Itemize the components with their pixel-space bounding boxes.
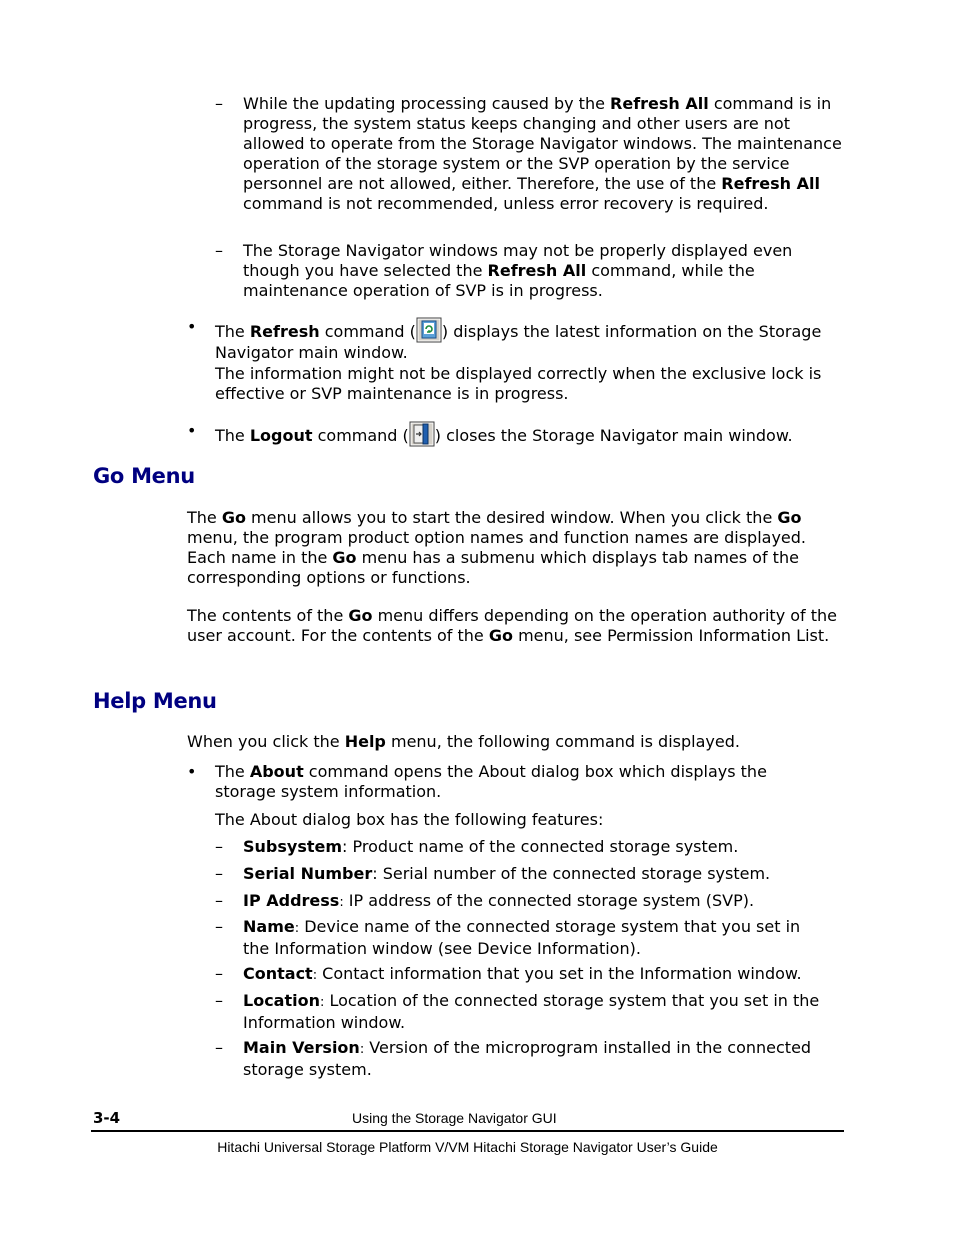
go-menu-paragraph-1: The Go menu allows you to start the desired window. When you click the Go menu, the program product option names and function names are displayed. Each name in the Go menu has a submenu which displays tab names of the corresponding options or functions. [187, 508, 806, 587]
dash-marker: – [215, 241, 223, 260]
dash-marker: – [215, 837, 223, 856]
footer-section-title: Using the Storage Navigator GUI [352, 1110, 557, 1126]
footer-book-title: Hitachi Universal Storage Platform V/VM Hitachi Storage Navigator User’s Guide [217, 1139, 718, 1155]
dash-marker: – [215, 864, 223, 883]
dash-marker: – [215, 964, 223, 983]
feature-serial-number: Serial Number: Serial number of the connected storage system. [243, 864, 771, 883]
dash-marker: – [215, 891, 223, 910]
dash-marker: – [215, 94, 223, 113]
logout-command-text: The Logout command ( ) closes the Storage Navigator main window. [215, 421, 845, 447]
refresh-command-text: The Refresh command ( ) displays the latest information on the Storage Navigator main window. [215, 317, 845, 363]
feature-contact: Contact: Contact information that you set in the Information window. [243, 964, 802, 983]
go-menu-paragraph-2: The contents of the Go menu differs depending on the operation authority of the user account. For the contents of the Go menu, see Permission Information List. [187, 606, 838, 645]
bullet-marker: • [187, 421, 197, 440]
feature-main-version: Main Version: Version of the microprogram installed in the connected storage system. [243, 1038, 812, 1079]
about-command-text: The About command opens the About dialog box which displays the storage system information. [215, 762, 767, 801]
refresh-icon [416, 317, 442, 343]
refresh-note: The information might not be displayed correctly when the exclusive lock is effective or SVP maintenance is in progress. [215, 364, 822, 403]
dash-marker: – [215, 991, 223, 1010]
dash-marker: – [215, 917, 223, 936]
feature-subsystem: Subsystem: Product name of the connected storage system. [243, 837, 739, 856]
go-menu-heading: Go Menu [93, 464, 195, 488]
footer-divider [91, 1130, 844, 1132]
refresh-all-note-2: The Storage Navigator windows may not be properly displayed even though you have selected the Refresh All command, while the maintenance operation of SVP is in progress. [243, 241, 793, 300]
logout-icon [409, 421, 435, 447]
dash-marker: – [215, 1038, 223, 1057]
feature-ip-address: IP Address: IP address of the connected storage system (SVP). [243, 891, 755, 910]
bullet-marker: • [187, 762, 197, 781]
bullet-marker: • [187, 317, 197, 336]
feature-name: Name: Device name of the connected storage system that you set in the Information window (see Device Information). [243, 917, 801, 958]
help-menu-heading: Help Menu [93, 689, 217, 713]
about-features-intro: The About dialog box has the following features: [215, 810, 604, 829]
feature-location: Location: Location of the connected storage system that you set in the Information window. [243, 991, 820, 1032]
refresh-all-note-1: While the updating processing caused by the Refresh All command is in progress, the system status keeps changing and other users are not allowed to operate from the Storage Navigator windows. The maintenance operation of the storage system or the SVP operation by the service personnel are not allowed, either. Therefore, the use of the Refresh All command is not recommended, unless error recovery is required. [243, 94, 842, 213]
help-menu-intro: When you click the Help menu, the following command is displayed. [187, 732, 740, 751]
page-number: 3-4 [93, 1109, 121, 1127]
